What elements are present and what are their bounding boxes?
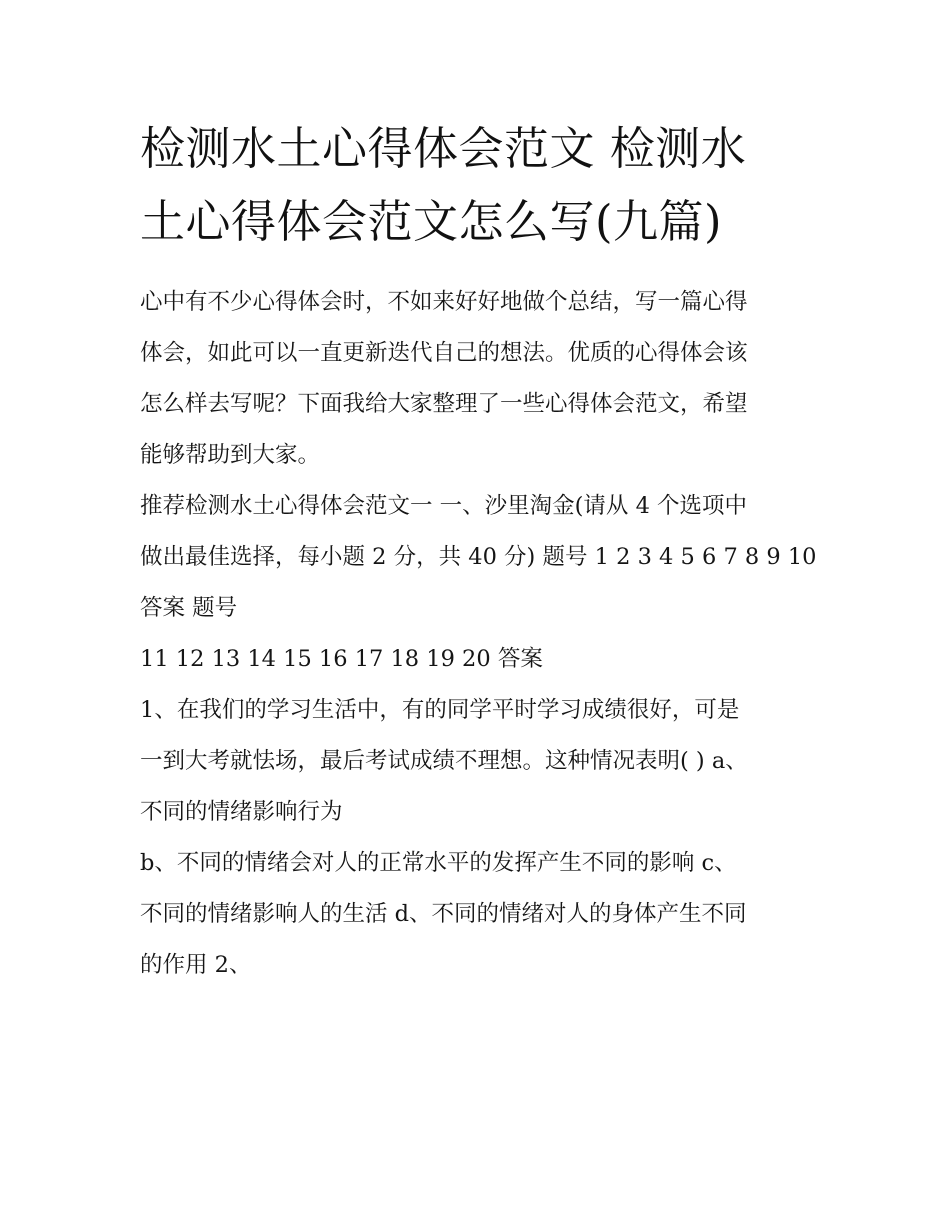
answer-row-paragraph: 11 12 13 14 15 16 17 18 19 20 答案 xyxy=(140,646,543,672)
title-line-2: 土心得体会范文怎么写(九篇) xyxy=(140,195,723,248)
recommend-paragraph: 推荐检测水土心得体会范文一 一、沙里淘金(请从 4 个选项中 做出最佳选择，每小题 2 分，共 40 分) 题号 1 2 3 4 5 6 7 8 9 10 答案 题号 xyxy=(140,493,817,621)
options-paragraph: b、不同的情绪会对人的正常水平的发挥产生不同的影响 c、 不同的情绪影响人的生活 d、不同的情绪对人的身体产生不同 的作用 2、 xyxy=(140,850,747,978)
document-title xyxy=(140,112,820,258)
intro-paragraph: 心中有不少心得体会时，不如来好好地做个总结，写一篇心得 体会，如此可以一直更新迭代自己的想法。优质的心得体会该 怎么样去写呢？下面我给大家整理了一些心得体会范文，希望 能够帮助到大家。 xyxy=(140,289,748,468)
title-line-1: 检测水土心得体会范文 检测水 xyxy=(140,122,747,175)
question-1-paragraph: 1、在我们的学习生活中，有的同学平时学习成绩很好，可是 一到大考就怯场，最后考试成绩不理想。这种情况表明( ) a、 不同的情绪影响行为 xyxy=(140,697,748,825)
document-body xyxy=(140,277,820,991)
